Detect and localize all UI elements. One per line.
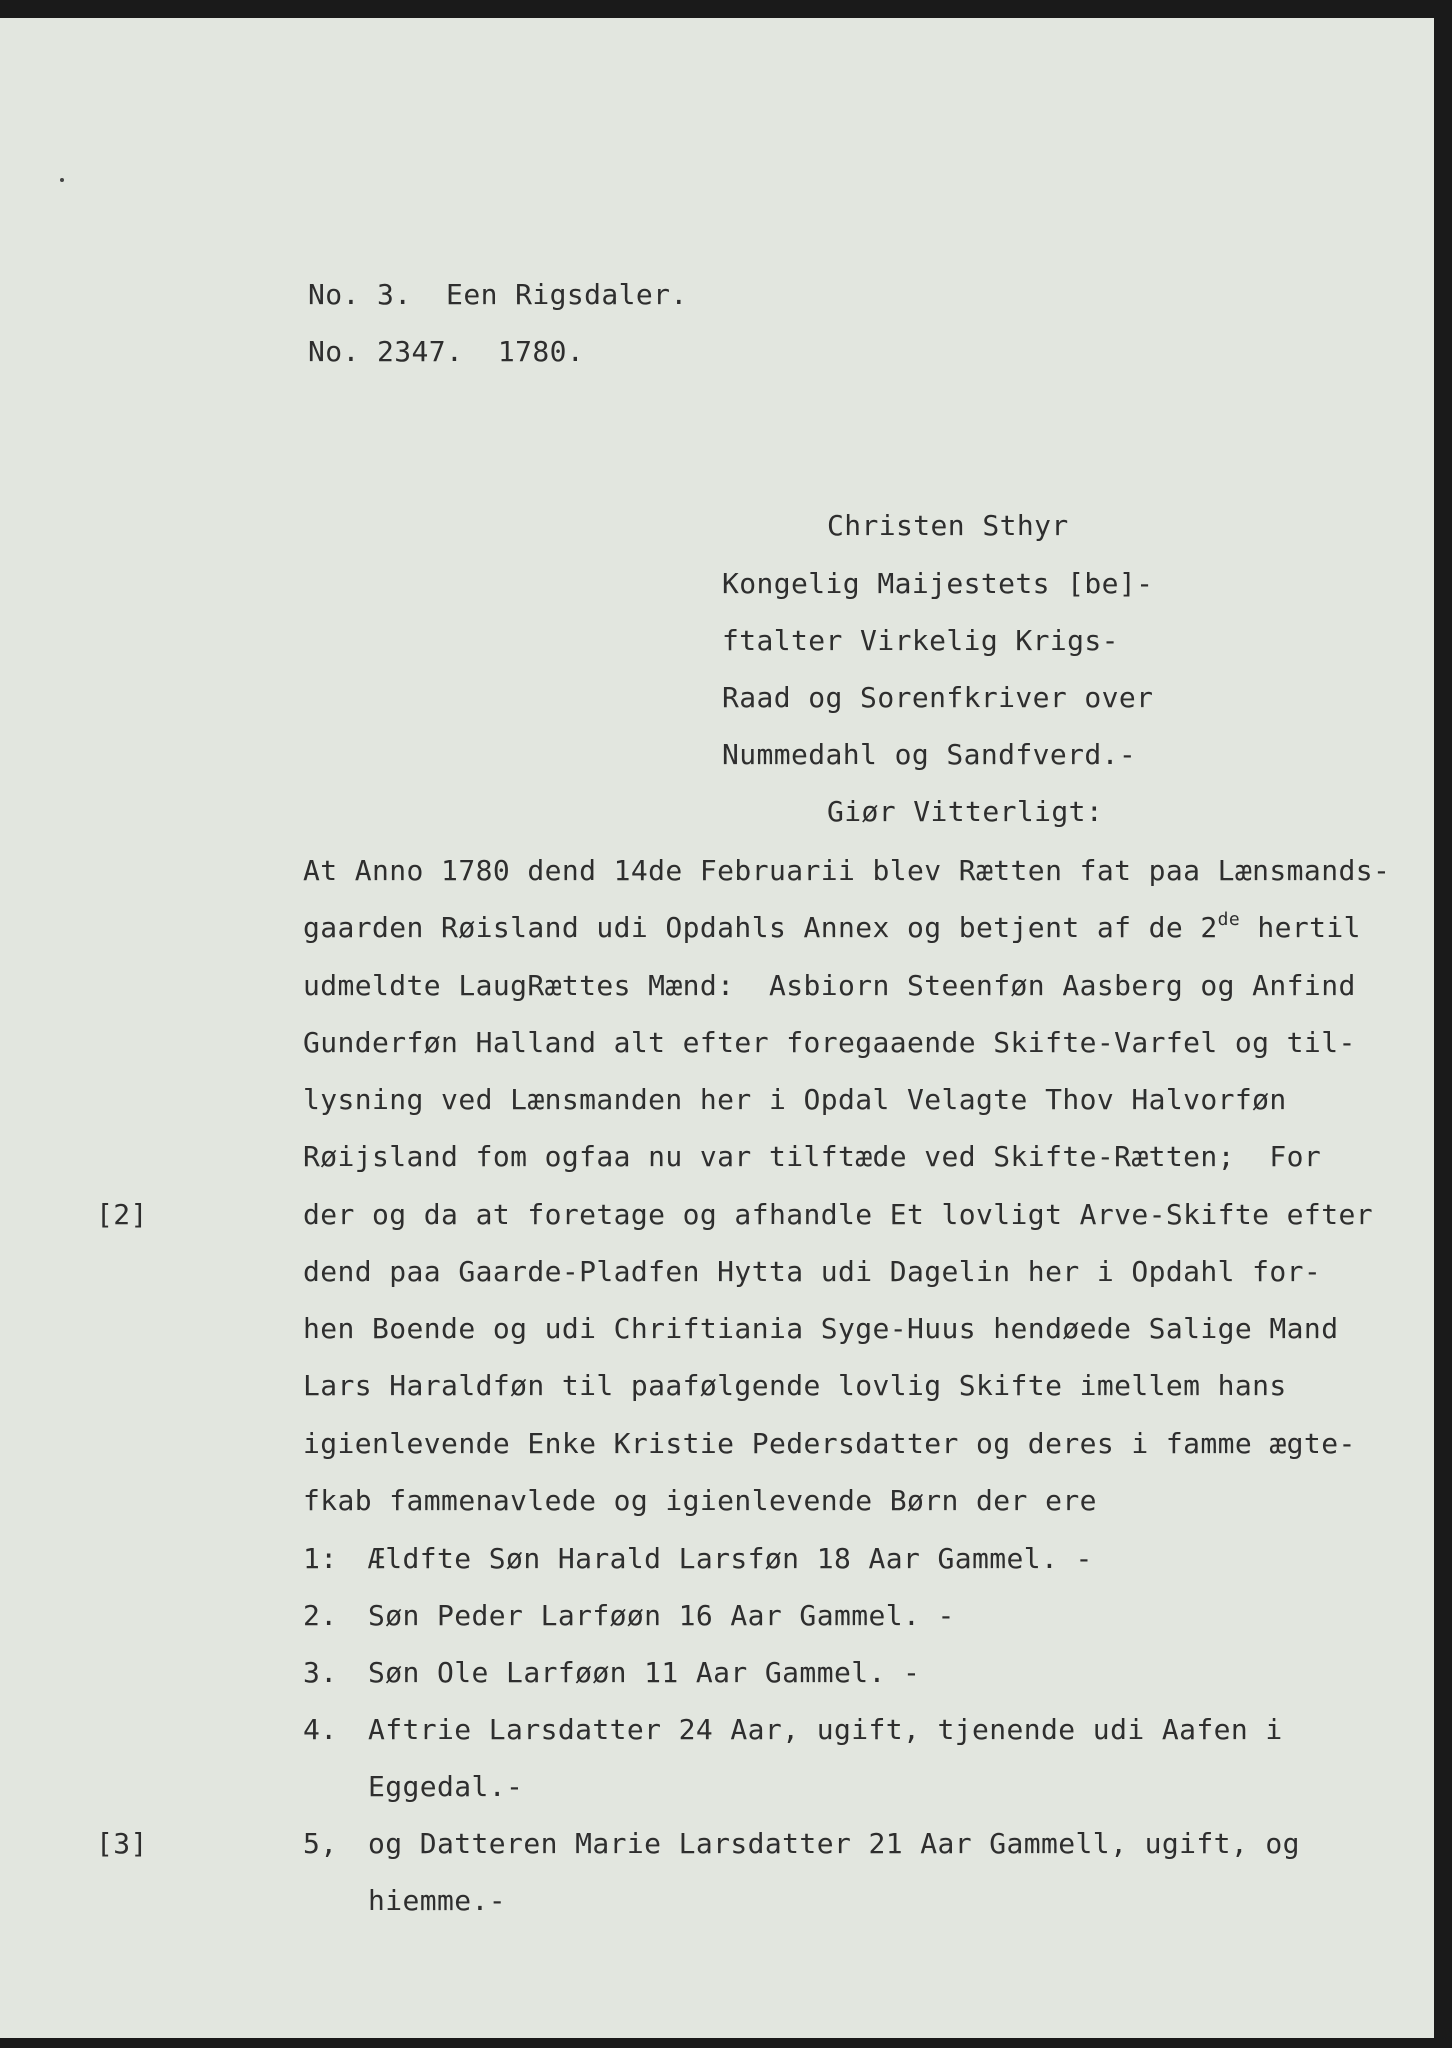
list-item-text: Eggedal.-	[368, 1770, 524, 1803]
list-item-number: 5,	[303, 1827, 338, 1860]
list-item-text: Søn Ole Larføøn 11 Aar Gammel. -	[368, 1656, 921, 1689]
list-item-number: 1:	[303, 1542, 338, 1575]
body-line: At Anno 1780 dend 14de Februarii blev Rætten fat paa Lænsmands-	[303, 854, 1391, 887]
address-line: ftalter Virkelig Krigs-	[722, 624, 1119, 657]
list-item-number: 4.	[303, 1713, 338, 1746]
list-item-text: og Datteren Marie Larsdatter 21 Aar Gammell, ugift, og	[368, 1827, 1300, 1860]
case-number-line: No. 2347. 1780.	[308, 335, 585, 368]
address-line: Kongelig Maijestets [be]-	[722, 567, 1154, 600]
margin-page-note: [2]	[96, 1198, 148, 1231]
body-line: hen Boende og udi Chriftiania Syge-Huus hendøede Salige Mand	[303, 1312, 1339, 1345]
list-item-text: Aftrie Larsdatter 24 Aar, ugift, tjenende udi Aafen i	[368, 1713, 1283, 1746]
list-item-number: 2.	[303, 1599, 338, 1632]
address-line: Christen Sthyr	[827, 509, 1069, 542]
list-item-text: Ældfte Søn Harald Larsføn 18 Aar Gammel. -	[368, 1542, 1093, 1575]
superscript: de	[1217, 909, 1241, 930]
body-text: gaarden Røisland udi Opdahls Annex og betjent af de 2	[303, 911, 1218, 944]
body-line: Lars Haraldføn til paafølgende lovlig Skifte imellem hans	[303, 1369, 1287, 1402]
body-line: fkab fammenavlede og igienlevende Børn der ere	[303, 1484, 1097, 1517]
address-line: Nummedahl og Sandfverd.-	[722, 738, 1137, 771]
list-item-number: 3.	[303, 1656, 338, 1689]
body-line	[303, 911, 1361, 945]
margin-page-note: [3]	[96, 1827, 148, 1860]
body-line: udmeldte LaugRættes Mænd: Asbiorn Steenføn Aasberg og Anfind	[303, 969, 1356, 1002]
address-line: Giør Vitterligt:	[827, 795, 1104, 828]
list-item-text: hiemme.-	[368, 1884, 507, 1917]
body-line: lysning ved Lænsmanden her i Opdal Velagte Thov Halvorføn	[303, 1083, 1287, 1116]
body-text: hertil	[1240, 911, 1361, 944]
list-item-text: Søn Peder Larføøn 16 Aar Gammel. -	[368, 1599, 955, 1632]
scan-speck	[60, 178, 64, 182]
body-line: Røijsland fom ogfaa nu var tilftæde ved Skifte-Rætten; For	[303, 1140, 1322, 1173]
body-line: igienlevende Enke Kristie Pedersdatter og deres i famme ægte-	[303, 1427, 1356, 1460]
body-line: Gunderføn Halland alt efter foregaaende Skifte-Varfel og til-	[303, 1026, 1356, 1059]
body-line: dend paa Gaarde-Pladfen Hytta udi Dagelin her i Opdahl for-	[303, 1255, 1322, 1288]
document-page	[0, 18, 1434, 2038]
body-line: der og da at foretage og afhandle Et lovligt Arve-Skifte efter	[303, 1198, 1373, 1231]
document-number-line: No. 3. Een Rigsdaler.	[308, 278, 688, 311]
address-line: Raad og Sorenfkriver over	[722, 681, 1154, 714]
